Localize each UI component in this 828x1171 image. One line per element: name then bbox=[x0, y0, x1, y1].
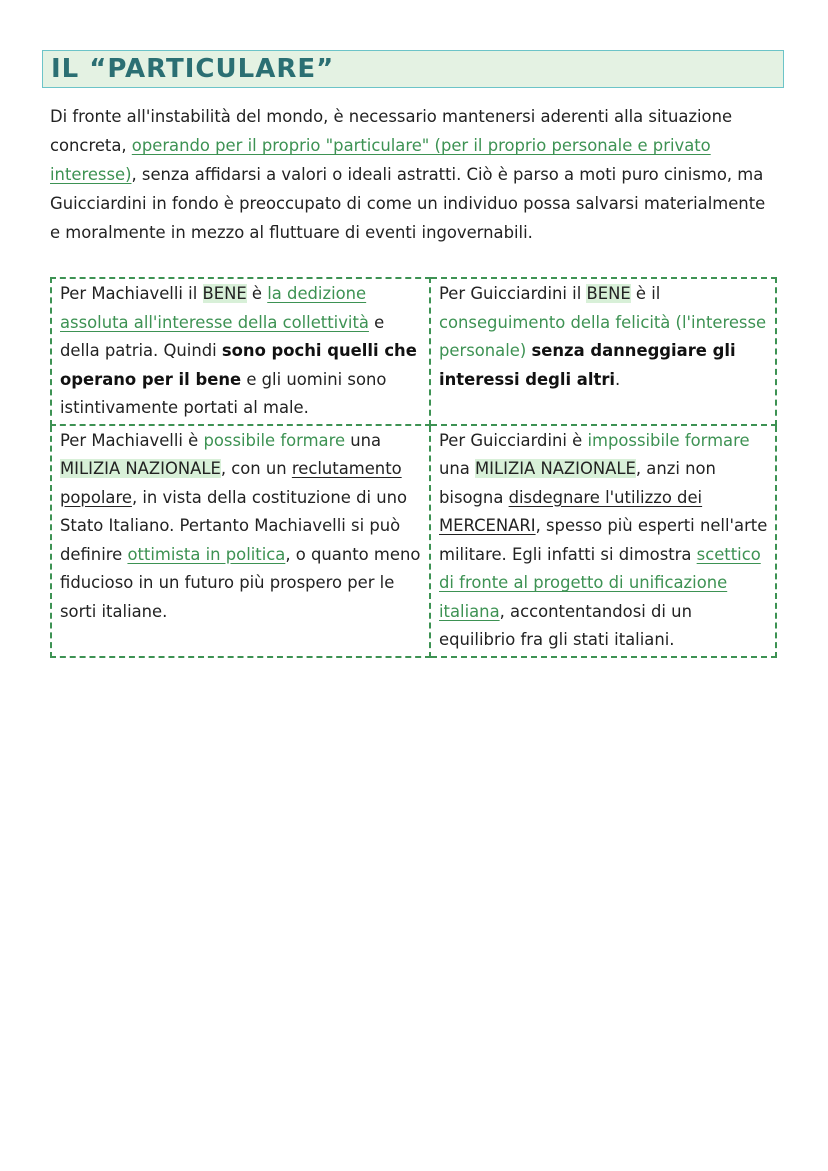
cell-text: , spesso più esperti nell'arte militare. Egli infatti si dimostra bbox=[439, 516, 768, 564]
cell-text: è il bbox=[630, 284, 661, 303]
title-box bbox=[42, 50, 784, 88]
cell-text: Per Machiavelli il bbox=[60, 284, 203, 303]
cell-guicciardini-bene bbox=[430, 278, 776, 425]
green-underline-text: scettico di fronte al progetto di unificazione italiana bbox=[439, 544, 761, 621]
cell-text: Per Machiavelli è bbox=[60, 430, 204, 450]
cell-text: Per Guicciardini il bbox=[439, 284, 587, 303]
cell-text: una bbox=[345, 430, 382, 450]
intro-text-1: Di fronte all'instabilità del mondo, è necessario mantenersi aderenti alla situazione concreta, bbox=[50, 107, 733, 155]
cell-text: , anzi non bisogna bbox=[439, 459, 716, 507]
cell-text: , accontentandosi di un equilibrio fra gli stati italiani. bbox=[439, 601, 692, 649]
green-underline-text: la dedizione assoluta all'interesse della collettività bbox=[60, 284, 369, 332]
highlight-milizia: MILIZIA NAZIONALE bbox=[475, 459, 636, 478]
intro-paragraph bbox=[50, 102, 780, 247]
table-row-milizia bbox=[51, 425, 776, 657]
page-title: IL “PARTICULARE” bbox=[51, 54, 335, 84]
highlight-milizia: MILIZIA NAZIONALE bbox=[60, 459, 221, 478]
highlight-bene: BENE bbox=[202, 284, 247, 303]
intro-highlight-particulare: operando per il proprio "particulare" (per il proprio personale e privato interesse) bbox=[50, 136, 711, 184]
cell-text: e gli uomini sono istintivamente portati al male. bbox=[60, 369, 387, 417]
highlight-bene: BENE bbox=[586, 284, 631, 303]
cell-text: e della patria. Quindi bbox=[60, 312, 385, 360]
underline-text: disdegnare l'utilizzo dei MERCENARI bbox=[439, 487, 703, 535]
green-text: possibile formare bbox=[203, 430, 346, 450]
cell-text: una bbox=[439, 459, 476, 478]
green-text: impossibile formare bbox=[587, 430, 750, 450]
cell-text: , in vista della costituzione di uno Stato Italiano. Pertanto Machiavelli si può definire bbox=[60, 487, 408, 564]
bold-text: senza danneggiare gli interessi degli altri bbox=[439, 341, 736, 389]
cell-text: , con un bbox=[220, 459, 292, 478]
comparison-table bbox=[50, 277, 777, 658]
cell-guicciardini-milizia bbox=[430, 425, 776, 657]
cell-machiavelli-bene bbox=[51, 278, 430, 425]
cell-machiavelli-milizia bbox=[51, 425, 430, 657]
cell-text: è bbox=[246, 284, 268, 303]
underline-text: reclutamento popolare bbox=[60, 459, 402, 507]
bold-text: sono pochi quelli che operano per il bene bbox=[60, 341, 417, 389]
cell-text: . bbox=[615, 369, 621, 389]
cell-text: Per Guicciardini è bbox=[439, 430, 588, 450]
intro-text-2: , senza affidarsi a valori o ideali astratti. Ciò è parso a moti puro cinismo, ma Guicciardini in fondo è preoccupato di come un individuo possa salvarsi materialmente e moralmente in mezzo al fluttuare di eventi ingovernabili. bbox=[50, 165, 766, 242]
green-text: conseguimento della felicità (l'interesse personale) bbox=[439, 312, 767, 360]
table-row-bene bbox=[51, 278, 776, 425]
green-underline-text: ottimista in politica bbox=[127, 544, 286, 564]
cell-text: , o quanto meno fiducioso in un futuro più prospero per le sorti italiane. bbox=[60, 544, 421, 621]
